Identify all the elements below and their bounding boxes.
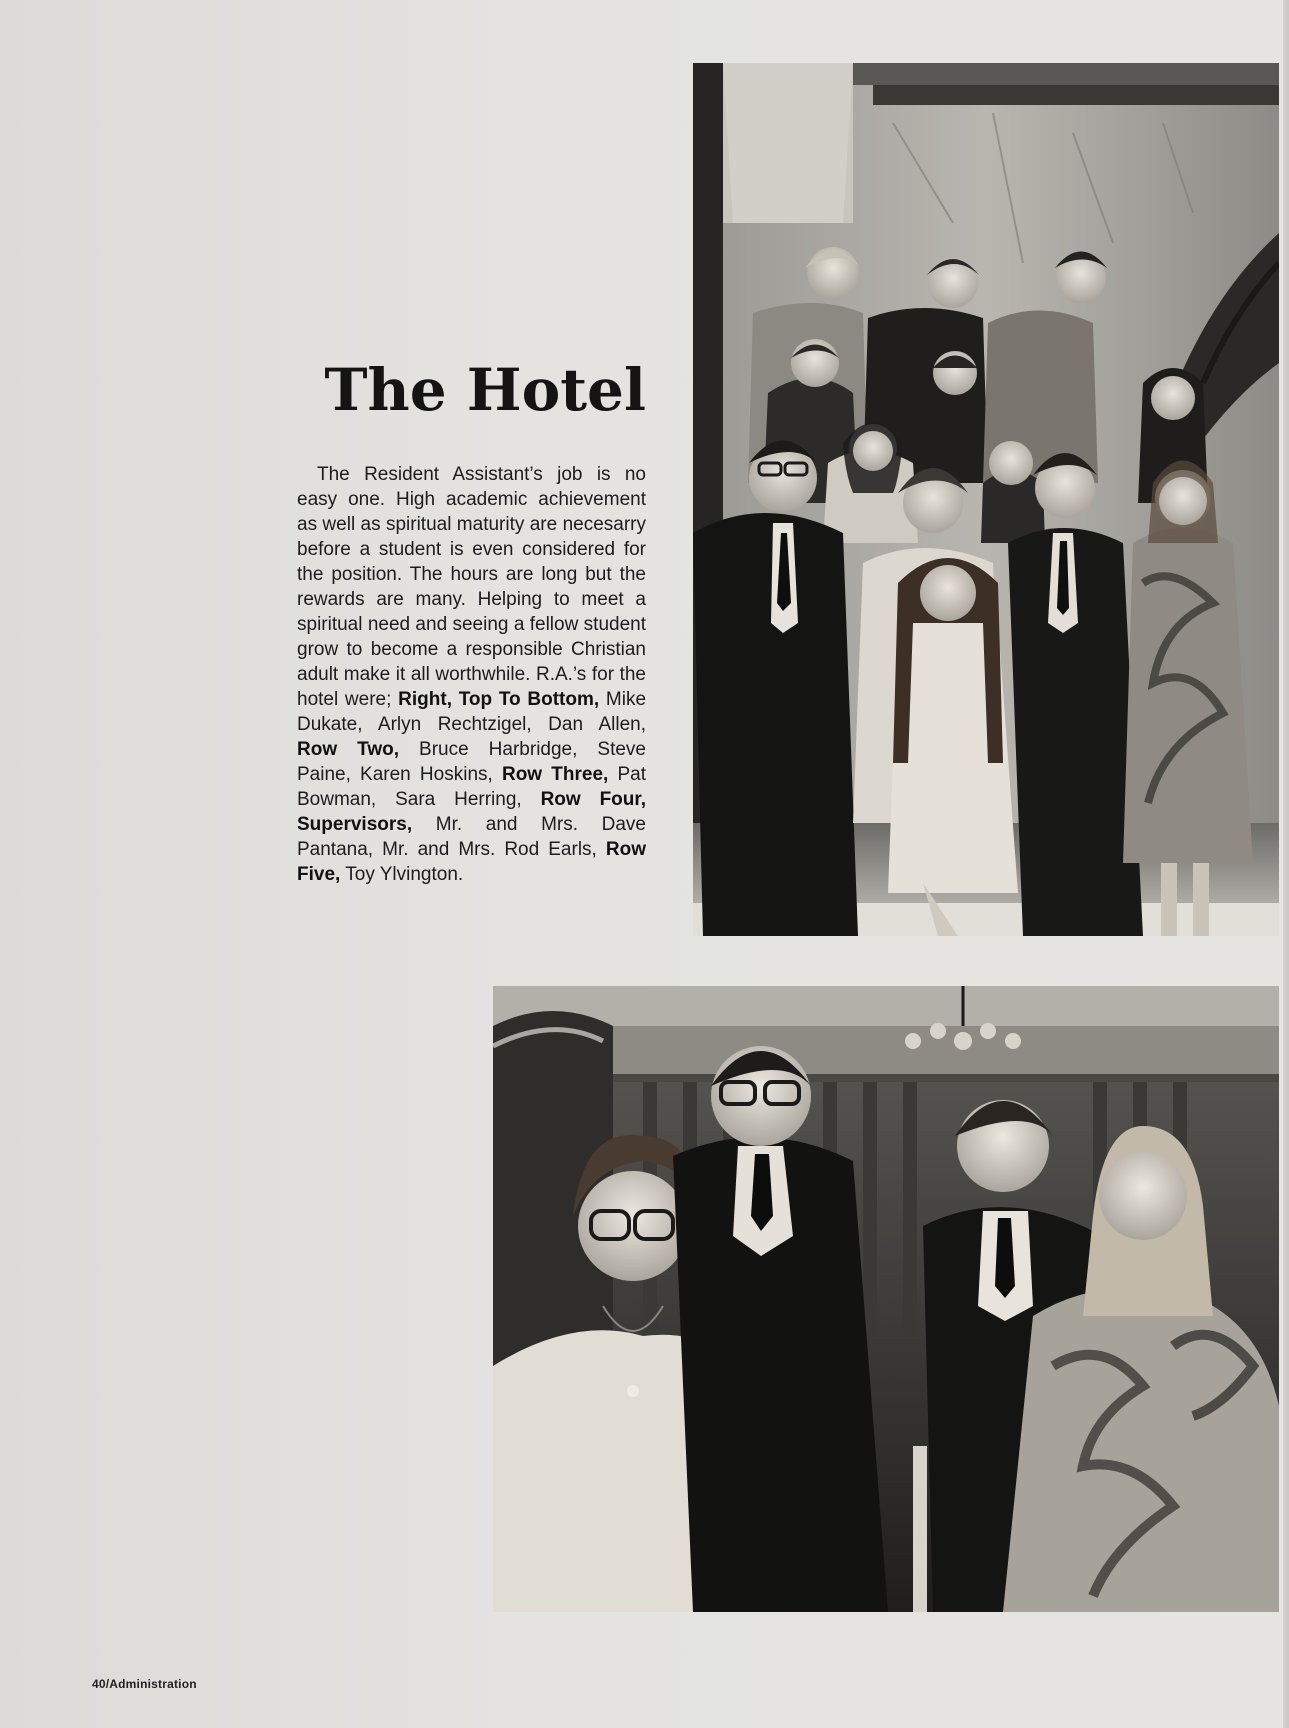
caption-names-group-5: Toy Ylvington. <box>345 864 464 885</box>
article-intro: The Resident Assistant’s job is no easy one. High academic achievement as well as spiritual maturity are necesarry before a student is even considered for the position. The hours are long but the rewards are many. Helping to meet a spiritual need and seeing a fellow student grow to become a responsible Christian adult make it all worthwhile. R.A.’s for the hotel were; <box>297 464 646 710</box>
group-photo-image <box>693 63 1279 936</box>
supervisors-photo-image <box>493 986 1279 1612</box>
caption-names-group-2: Bruce Harbridge, Steve Paine, Karen Hoskins, <box>297 739 647 785</box>
caption-label-row-five: Row Five, <box>297 839 647 885</box>
caption-label-right-top-to-bottom: Right, Top To Bottom, <box>398 689 600 710</box>
caption-names-group-1: Mike Dukate, Arlyn Rechtzigel, Dan Allen, <box>297 689 647 735</box>
page-folio: 40/Administration <box>92 1677 197 1691</box>
supervisors-photo <box>493 986 1279 1612</box>
group-photo <box>693 63 1279 936</box>
caption-label-row-four: Row Four, Supervisors, <box>297 789 647 835</box>
page-edge <box>1283 0 1289 1728</box>
page-title: The Hotel <box>324 356 646 424</box>
caption-label-row-two: Row Two, <box>297 739 399 760</box>
caption-names-group-4: Mr. and Mrs. Dave Pantana, Mr. and Mrs. Rod Earls, <box>297 814 647 860</box>
caption-names-group-3: Pat Bowman, Sara Herring, <box>297 764 647 810</box>
article-body <box>297 462 646 887</box>
caption-label-row-three: Row Three, <box>501 764 609 785</box>
